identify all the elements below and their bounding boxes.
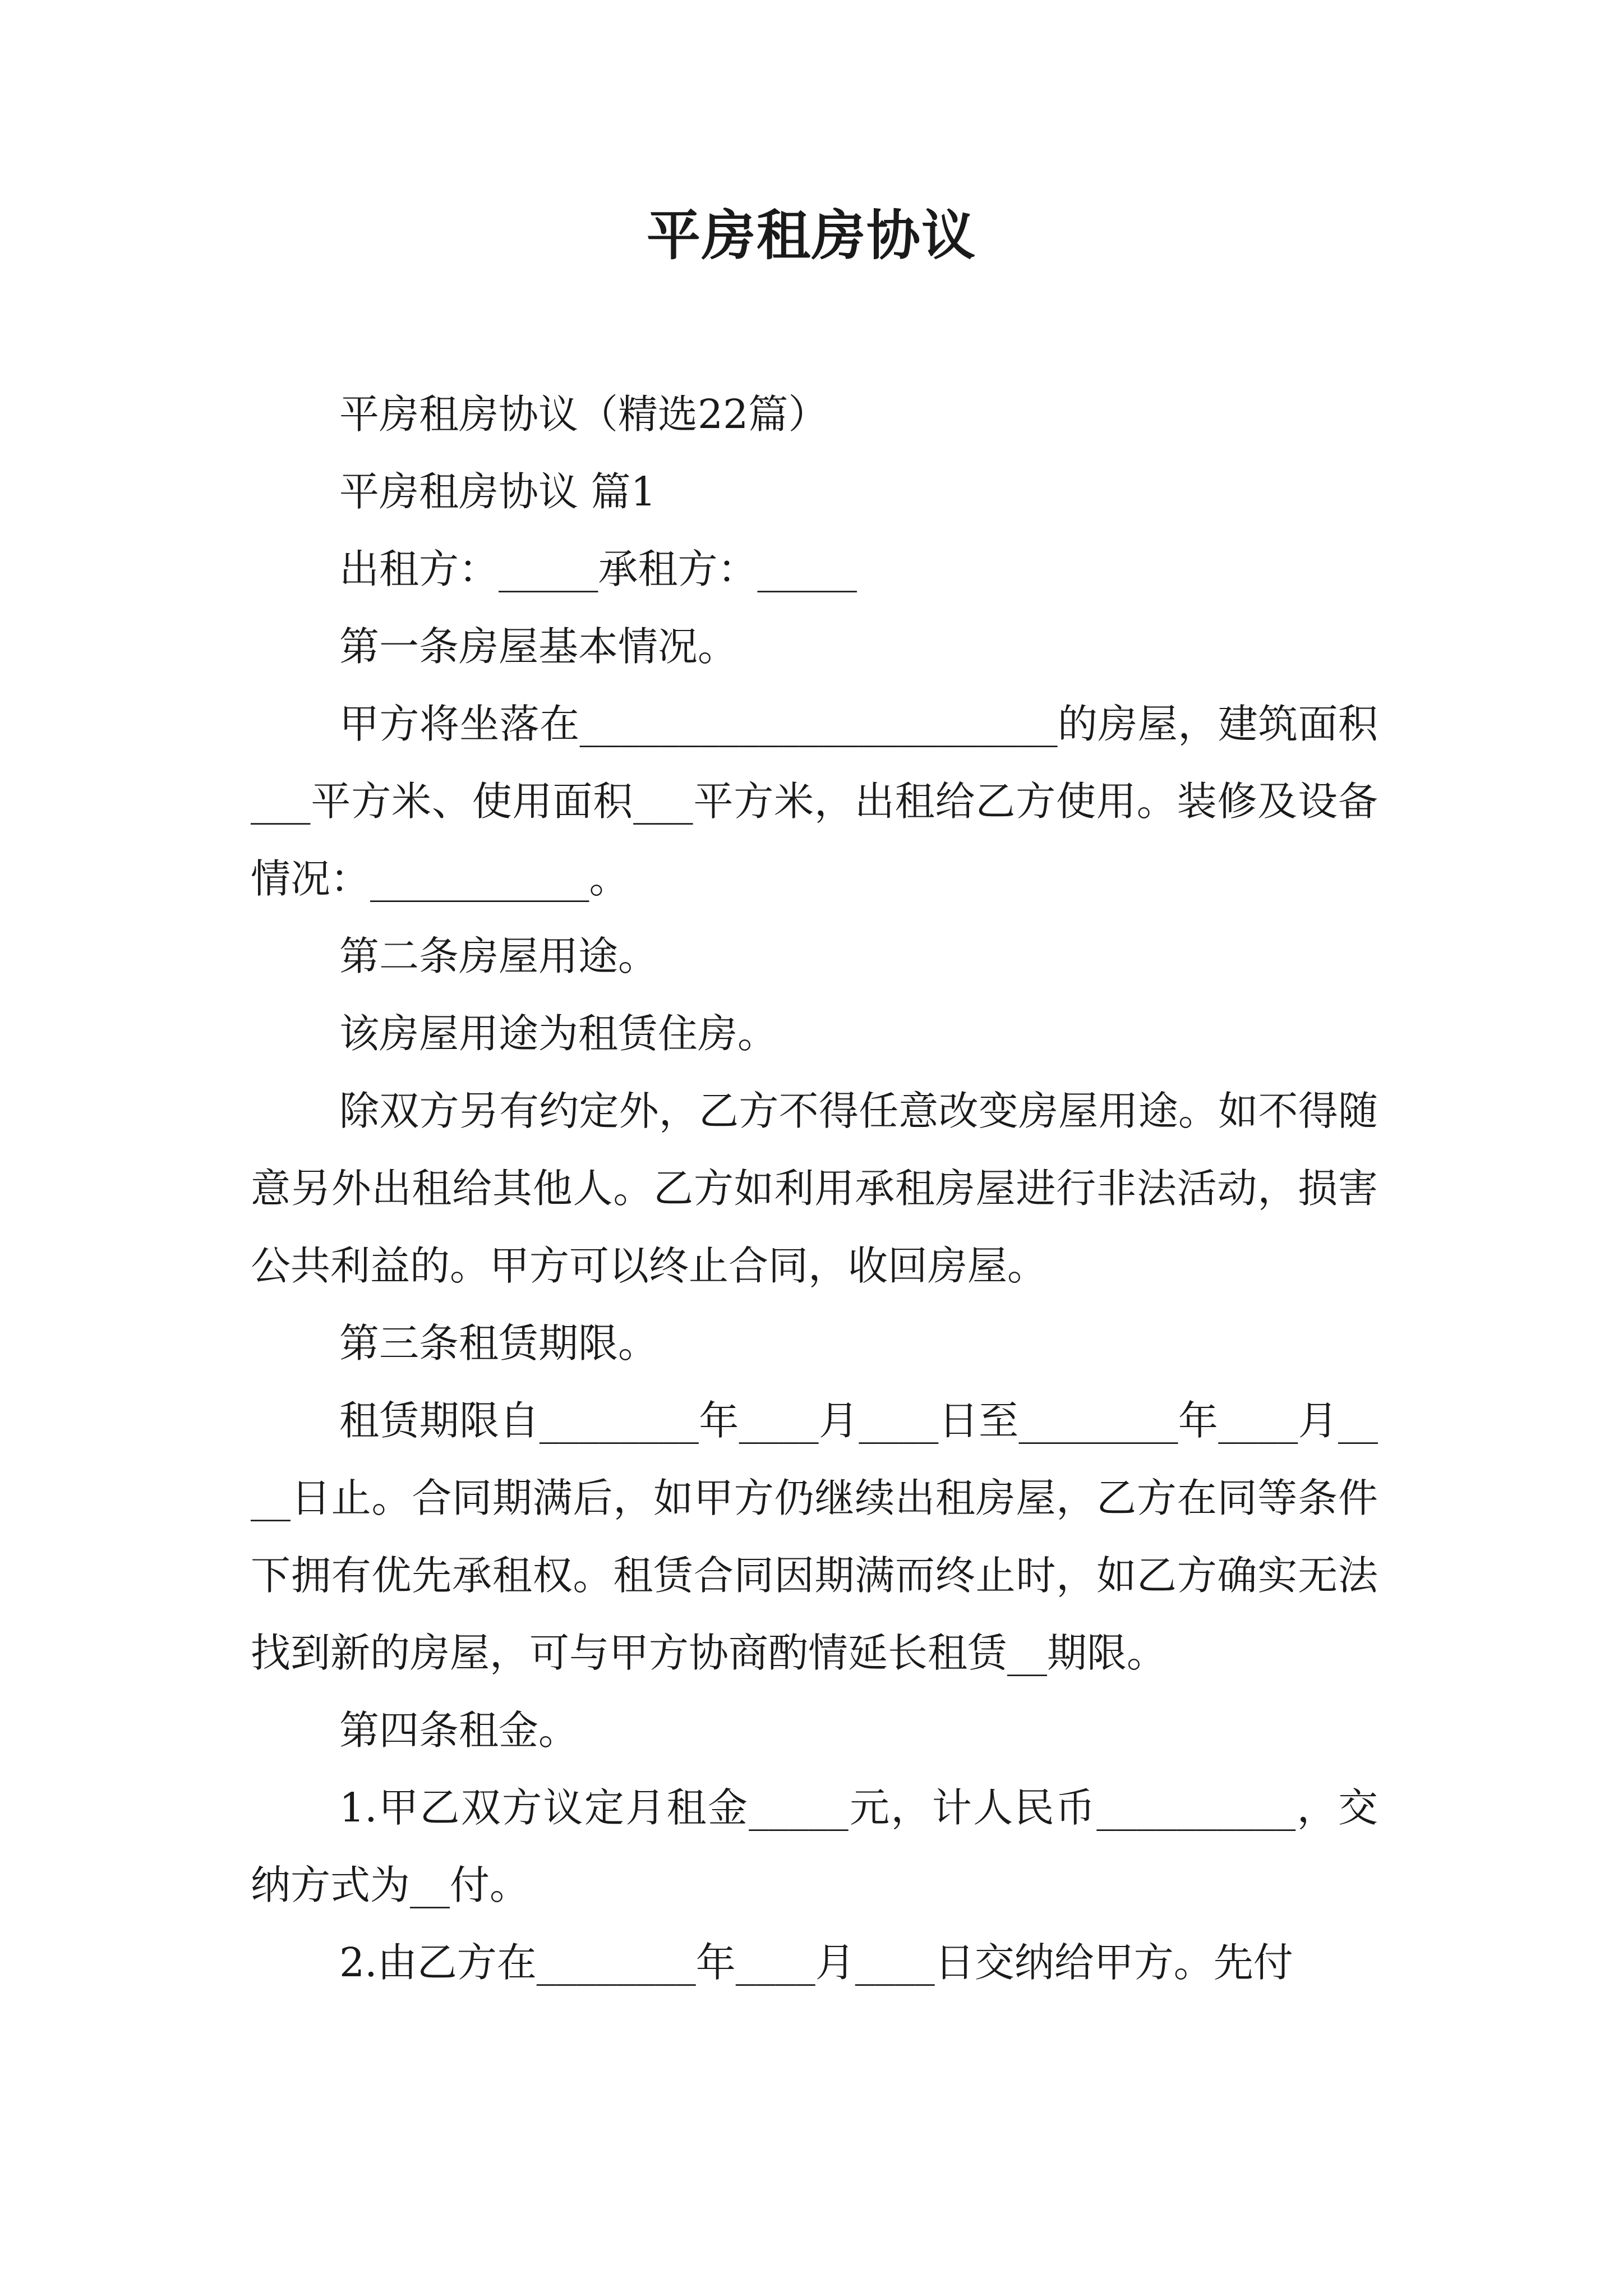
paragraph-article-3-heading: 第三条租赁期限。 xyxy=(339,1320,658,1366)
document-body xyxy=(251,376,1378,2001)
paragraph-article-4-item-1: 1.甲乙双方议定月租金_____元，计人民币__________，交纳方式为__付。 xyxy=(251,1784,1378,1908)
paragraph-article-2-purpose: 该房屋用途为租赁住房。 xyxy=(339,1010,778,1057)
paragraph-chapter-heading: 平房租房协议 篇1 xyxy=(339,468,656,515)
paragraph-article-1-body: 甲方将坐落在________________________的房屋，建筑面积___平方米、使用面积___平方米，出租给乙方使用。装修及设备情况：___________。 xyxy=(251,701,1378,902)
paragraph-collection-title: 平房租房协议（精选22篇） xyxy=(339,391,828,438)
paragraph-article-3-body: 租赁期限自________年____月____日至________年____月____日止。合同期满后，如甲方仍继续出租房屋，乙方在同等条件下拥有优先承租权。租赁合同因期满而终止时，如乙方确实无法找到新的房屋，可与甲方协商酌情延长租赁__期限。 xyxy=(251,1397,1378,1676)
paragraph-article-4-item-2: 2.由乙方在________年____月____日交纳给甲方。先付 xyxy=(339,1939,1293,1986)
paragraph-article-2-restrictions: 除双方另有约定外，乙方不得任意改变房屋用途。如不得随意另外出租给其他人。乙方如利用承租房屋进行非法活动，损害公共利益的。甲方可以终止合同，收回房屋。 xyxy=(251,1088,1378,1289)
paragraph-parties: 出租方：_____承租方：_____ xyxy=(339,546,857,592)
paragraph-article-4-heading: 第四条租金。 xyxy=(339,1707,579,1754)
paragraph-article-2-heading: 第二条房屋用途。 xyxy=(339,933,658,979)
document-title: 平房租房协议 xyxy=(647,204,976,267)
paragraph-article-1-heading: 第一条房屋基本情况。 xyxy=(339,623,738,670)
